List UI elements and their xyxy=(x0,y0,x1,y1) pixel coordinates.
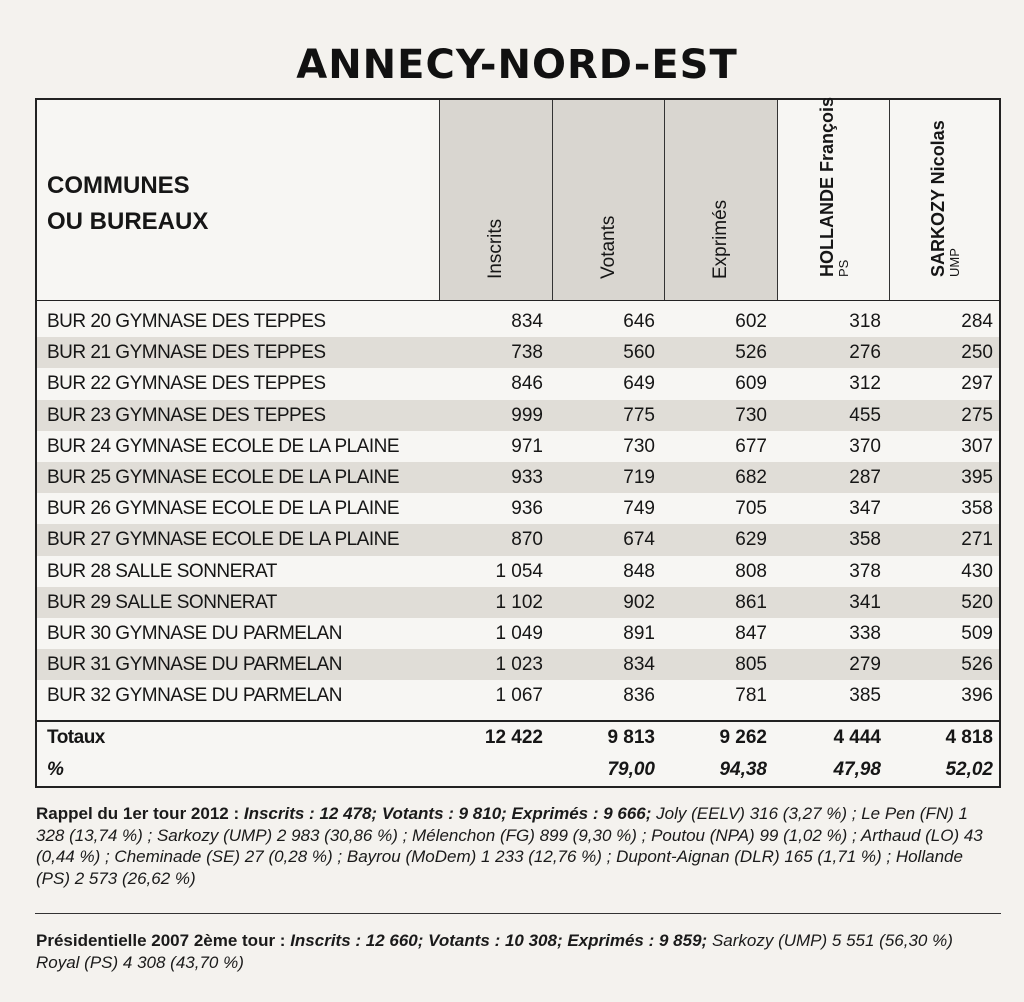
row-hollande: 341 xyxy=(849,591,881,613)
totals-label: Totaux xyxy=(47,727,105,748)
sarkozy-name: SARKOZY Nicolas xyxy=(927,120,948,277)
table-body xyxy=(37,306,999,711)
communes-header-line2: OU BUREAUX xyxy=(47,208,209,235)
table-row xyxy=(37,337,999,368)
row-exprimes: 629 xyxy=(735,529,767,551)
row-name: BUR 20 GYMNASE DES TEPPES xyxy=(47,311,326,332)
votants-header xyxy=(552,100,664,300)
row-name: BUR 28 SALLE SONNERAT xyxy=(47,560,277,582)
row-votants: 902 xyxy=(623,591,655,613)
row-votants: 649 xyxy=(623,373,655,395)
table-row xyxy=(37,524,999,555)
row-votants: 674 xyxy=(623,529,655,551)
row-exprimes: 677 xyxy=(735,435,767,457)
row-inscrits: 971 xyxy=(511,435,543,457)
presidential-2007-recap xyxy=(36,930,996,973)
row-sarkozy: 520 xyxy=(961,591,993,613)
row-hollande: 347 xyxy=(849,498,881,520)
results-table xyxy=(35,98,1001,788)
table-row xyxy=(37,649,999,680)
votants-header-label: Votants xyxy=(597,215,619,279)
first-round-key-figures: Inscrits : 12 478; Votants : 9 810; Exprimés : 9 666; xyxy=(243,804,652,823)
row-exprimes: 526 xyxy=(735,342,767,364)
inscrits-header xyxy=(439,100,552,300)
row-sarkozy: 526 xyxy=(961,654,993,676)
row-votants: 834 xyxy=(623,654,655,676)
table-row xyxy=(37,493,999,524)
row-name: BUR 21 GYMNASE DES TEPPES xyxy=(47,342,326,364)
totals-row xyxy=(37,722,999,754)
row-inscrits: 1 049 xyxy=(495,622,543,644)
table-row xyxy=(37,618,999,649)
divider xyxy=(35,913,1001,914)
communes-header-line1: COMMUNES xyxy=(47,172,190,199)
row-votants: 646 xyxy=(623,311,655,332)
percent-sarkozy: 52,02 xyxy=(945,759,993,780)
first-round-results: Joly (EELV) 316 (3,27 %) ; Le Pen (FN) 1 328 (13,74 %) ; Sarkozy (UMP) 2 983 (30,86 %) ; Mélenchon (FG) 899 (9,30 %) ; Poutou (NPA) 99 (1,02 %) ; Arthaud (LO) 43 (0,44 %) ; Cheminade (SE) 27 (0,28 %) ; Bayrou (MoDem) 1 233 (12,76 %) ; Dupont-Aignan (DLR) 165 (1,71 %) ; Hollande (PS) 2 573 (26,62 %) xyxy=(36,804,983,888)
row-exprimes: 808 xyxy=(735,560,767,582)
row-inscrits: 1 067 xyxy=(495,685,543,707)
row-votants: 749 xyxy=(623,498,655,520)
first-round-label: Rappel du 1er tour 2012 : xyxy=(36,804,240,823)
row-hollande: 279 xyxy=(849,654,881,676)
row-sarkozy: 297 xyxy=(961,373,993,395)
row-sarkozy: 275 xyxy=(961,404,993,426)
hollande-party: PS xyxy=(835,259,851,277)
row-hollande: 338 xyxy=(849,622,881,644)
totals-inscrits: 12 422 xyxy=(484,727,543,748)
row-hollande: 358 xyxy=(849,529,881,551)
percent-exprimes: 94,38 xyxy=(719,759,767,780)
row-name: BUR 31 GYMNASE DU PARMELAN xyxy=(47,654,342,676)
row-sarkozy: 430 xyxy=(961,560,993,582)
percent-hollande: 47,98 xyxy=(833,759,881,780)
row-name: BUR 23 GYMNASE DES TEPPES xyxy=(47,404,326,426)
row-votants: 775 xyxy=(623,404,655,426)
row-sarkozy: 307 xyxy=(961,435,993,457)
row-inscrits: 1 102 xyxy=(495,591,543,613)
totals-section xyxy=(37,720,999,786)
row-sarkozy: 396 xyxy=(961,685,993,707)
presidential-2007-label: Présidentielle 2007 2ème tour : xyxy=(36,931,286,950)
table-row xyxy=(37,587,999,618)
inscrits-header-label: Inscrits xyxy=(485,218,506,279)
row-inscrits: 999 xyxy=(511,404,543,426)
row-votants: 836 xyxy=(623,685,655,707)
row-inscrits: 1 023 xyxy=(495,654,543,676)
row-inscrits: 1 054 xyxy=(495,560,543,582)
row-name: BUR 26 GYMNASE ECOLE DE LA PLAINE xyxy=(47,498,400,520)
table-row xyxy=(37,431,999,462)
first-round-recap xyxy=(36,803,996,889)
row-exprimes: 682 xyxy=(735,466,767,488)
table-row xyxy=(37,368,999,399)
row-votants: 560 xyxy=(623,342,655,364)
row-exprimes: 861 xyxy=(735,591,767,613)
row-sarkozy: 358 xyxy=(961,498,993,520)
row-name: BUR 24 GYMNASE ECOLE DE LA PLAINE xyxy=(47,435,400,457)
row-hollande: 378 xyxy=(849,560,881,582)
row-hollande: 455 xyxy=(849,404,881,426)
row-name: BUR 32 GYMNASE DU PARMELAN xyxy=(47,685,342,707)
row-hollande: 287 xyxy=(849,466,881,488)
row-votants: 848 xyxy=(623,560,655,582)
row-exprimes: 609 xyxy=(735,373,767,395)
row-inscrits: 936 xyxy=(511,498,543,520)
percent-label: % xyxy=(47,759,64,780)
row-exprimes: 781 xyxy=(735,685,767,707)
row-exprimes: 602 xyxy=(735,311,767,332)
row-inscrits: 738 xyxy=(511,342,543,364)
row-exprimes: 847 xyxy=(735,622,767,644)
row-hollande: 318 xyxy=(849,311,881,332)
row-exprimes: 705 xyxy=(735,498,767,520)
totals-exprimes: 9 262 xyxy=(719,727,767,748)
totals-votants: 9 813 xyxy=(607,727,655,748)
row-name: BUR 25 GYMNASE ECOLE DE LA PLAINE xyxy=(47,466,400,488)
row-hollande: 312 xyxy=(849,373,881,395)
row-inscrits: 870 xyxy=(511,529,543,551)
row-exprimes: 805 xyxy=(735,654,767,676)
row-votants: 719 xyxy=(623,466,655,488)
communes-header xyxy=(47,168,208,240)
row-name: BUR 22 GYMNASE DES TEPPES xyxy=(47,373,326,395)
page-title: ANNECY-NORD-EST xyxy=(296,42,738,88)
totals-sarkozy: 4 818 xyxy=(945,727,993,748)
table-header xyxy=(37,96,999,301)
table-row xyxy=(37,680,999,711)
row-hollande: 276 xyxy=(849,342,881,364)
table-row xyxy=(37,400,999,431)
row-name: BUR 30 GYMNASE DU PARMELAN xyxy=(47,622,342,644)
percent-votants: 79,00 xyxy=(607,759,655,780)
row-sarkozy: 284 xyxy=(961,311,993,332)
row-inscrits: 933 xyxy=(511,466,543,488)
totals-hollande: 4 444 xyxy=(833,727,881,748)
row-hollande: 370 xyxy=(849,435,881,457)
row-sarkozy: 509 xyxy=(961,622,993,644)
row-hollande: 385 xyxy=(849,685,881,707)
table-row xyxy=(37,306,999,337)
hollande-name: HOLLANDE François xyxy=(816,96,837,277)
sarkozy-party: UMP xyxy=(946,248,962,277)
row-sarkozy: 250 xyxy=(961,342,993,364)
sarkozy-header-label xyxy=(928,120,962,277)
table-row xyxy=(37,462,999,493)
row-exprimes: 730 xyxy=(735,404,767,426)
row-name: BUR 27 GYMNASE ECOLE DE LA PLAINE xyxy=(47,529,400,551)
sarkozy-header xyxy=(889,100,999,300)
presidential-2007-key-figures: Inscrits : 12 660; Votants : 10 308; Exprimés : 9 859; xyxy=(290,931,708,950)
row-votants: 730 xyxy=(623,435,655,457)
exprimes-header xyxy=(664,100,777,300)
percent-row xyxy=(37,754,999,786)
row-name: BUR 29 SALLE SONNERAT xyxy=(47,591,277,613)
presidential-2007-results: Sarkozy (UMP) 5 551 (56,30 %) Royal (PS) 4 308 (43,70 %) xyxy=(36,931,953,972)
row-inscrits: 846 xyxy=(511,373,543,395)
exprimes-header-label: Exprimés xyxy=(710,199,731,279)
row-votants: 891 xyxy=(623,622,655,644)
row-sarkozy: 395 xyxy=(961,466,993,488)
row-sarkozy: 271 xyxy=(961,529,993,551)
row-inscrits: 834 xyxy=(511,311,543,332)
table-row xyxy=(37,556,999,587)
hollande-header xyxy=(777,96,889,300)
hollande-header-label xyxy=(817,97,851,277)
